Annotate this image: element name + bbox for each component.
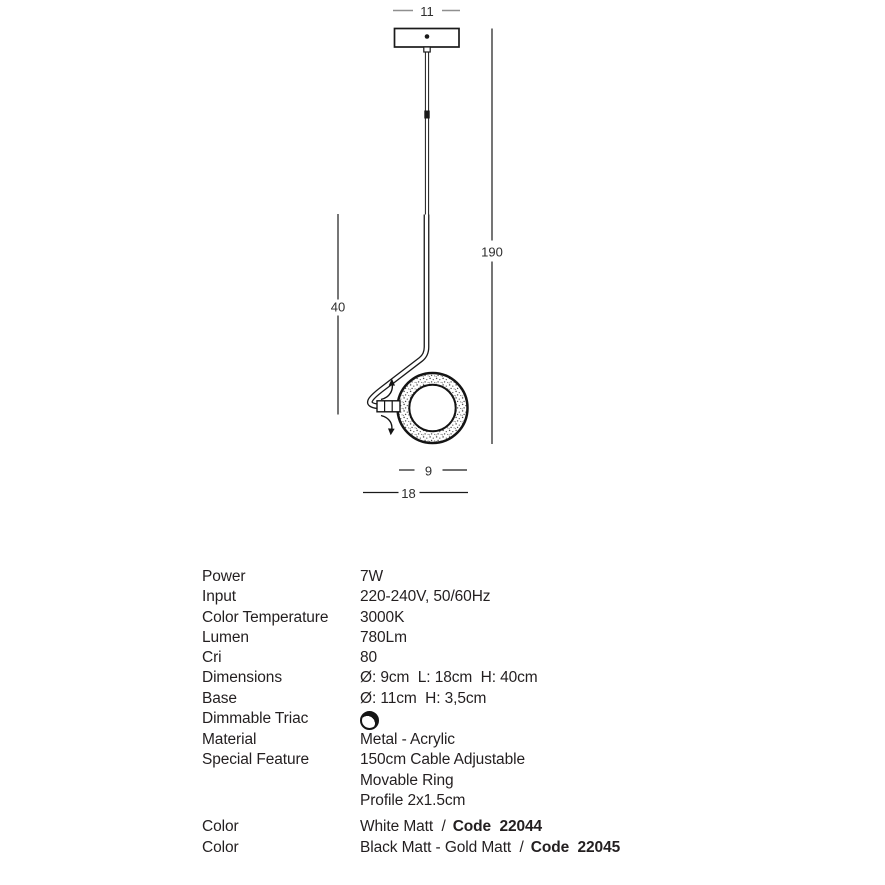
dim-ring-diameter <box>399 464 467 479</box>
spec-row-input <box>202 587 620 607</box>
arrow-down-head <box>388 428 395 435</box>
dim-fixture-length <box>363 486 468 501</box>
spec-value: 3000K <box>360 608 405 626</box>
spec-label: Dimmable Triac <box>202 710 309 728</box>
spec-row-special-feature <box>202 750 620 770</box>
ring-head <box>398 373 468 443</box>
suspension-cable <box>424 52 429 215</box>
spec-row-cri <box>202 648 620 668</box>
spec-label: Dimensions <box>202 669 282 687</box>
spec-value: 150cm Cable Adjustable <box>360 751 525 769</box>
spec-row-material <box>202 730 620 750</box>
dim-label-overall-height: 190 <box>481 244 503 260</box>
product-code: Code 22044 <box>452 818 543 836</box>
ring-connector <box>377 401 400 412</box>
spec-label: Special Feature <box>202 751 310 769</box>
spec-value: Movable Ring <box>360 771 454 789</box>
spec-label: Color Temperature <box>202 608 329 626</box>
color-options <box>202 817 620 858</box>
spec-row-special-feature-2 <box>202 771 620 791</box>
spec-label: Color <box>202 818 239 836</box>
spec-row-color-white <box>202 817 620 837</box>
spec-value: 80 <box>360 649 378 667</box>
spec-label: Power <box>202 568 246 585</box>
dim-label-canopy-width: 11 <box>420 4 434 19</box>
ceiling-plate <box>395 29 460 53</box>
spec-label: Input <box>202 588 236 606</box>
spec-row-power <box>202 567 620 587</box>
dim-label-fixture-length: 18 <box>401 486 416 501</box>
dim-label-ring-diameter: 9 <box>424 463 433 479</box>
spec-row-lumen <box>202 628 620 648</box>
spec-row-dimensions <box>202 668 620 688</box>
spec-row-special-feature-3 <box>202 791 620 811</box>
spec-label: Base <box>202 689 237 707</box>
spec-value: 220-240V, 50/60Hz <box>360 588 491 606</box>
spec-value: Metal - Acrylic <box>360 731 455 749</box>
spec-row-color-black-gold <box>202 838 620 858</box>
dim-fixture-height <box>331 214 345 415</box>
spec-value: Black Matt - Gold Matt / <box>360 838 524 856</box>
dimmer-icon <box>360 711 379 730</box>
spec-label: Color <box>202 838 239 856</box>
spec-row-base <box>202 689 620 709</box>
spec-row-color-temperature <box>202 608 620 628</box>
cable-grip-nub <box>424 47 430 52</box>
plate-screw-dot <box>425 34 430 39</box>
spec-value: Ø: 11cm H: 3,5cm <box>360 689 487 707</box>
cable-joint <box>424 111 429 119</box>
product-code: Code 22045 <box>530 838 621 856</box>
spec-row-dimmable-triac <box>202 709 620 730</box>
dim-canopy-width <box>393 4 460 19</box>
spec-label: Lumen <box>202 628 249 646</box>
dim-overall-height <box>481 29 503 445</box>
spec-value: Profile 2x1.5cm <box>360 791 466 809</box>
spec-table <box>202 567 620 858</box>
dim-label-fixture-height: 40 <box>330 299 346 315</box>
spec-label: Cri <box>202 649 222 667</box>
spec-value: 780Lm <box>360 628 407 646</box>
spec-label: Material <box>202 731 257 749</box>
spec-value: White Matt / <box>360 818 446 836</box>
spec-value: Ø: 9cm L: 18cm H: 40cm <box>360 669 538 687</box>
spec-value: 7W <box>360 568 384 585</box>
